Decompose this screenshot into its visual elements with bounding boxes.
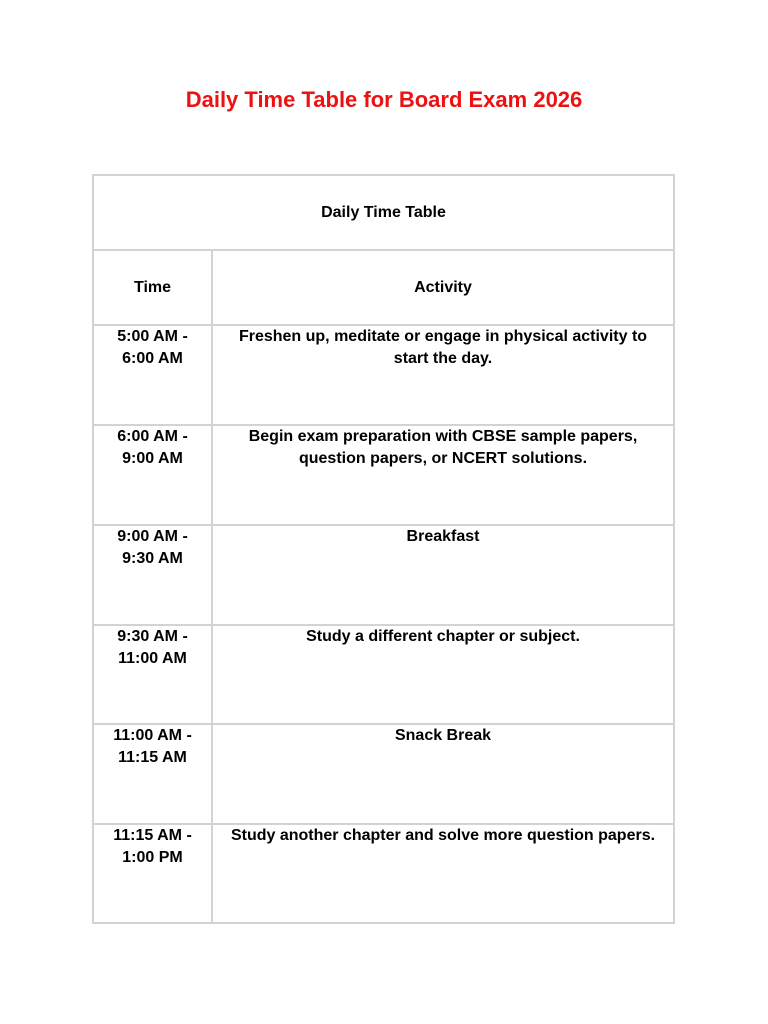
table-row — [93, 824, 674, 923]
table-caption: Daily Time Table — [93, 175, 674, 250]
table-row — [93, 724, 674, 824]
time-cell: 5:00 AM - 6:00 AM — [93, 325, 212, 425]
activity-cell: Study another chapter and solve more question papers. — [212, 824, 674, 923]
table-header-row — [93, 250, 674, 325]
table-row — [93, 425, 674, 525]
activity-cell: Breakfast — [212, 525, 674, 625]
time-table — [92, 174, 675, 924]
table-row — [93, 525, 674, 625]
activity-cell: Begin exam preparation with CBSE sample papers, question papers, or NCERT solutions. — [212, 425, 674, 525]
activity-cell: Study a different chapter or subject. — [212, 625, 674, 724]
activity-cell: Snack Break — [212, 724, 674, 824]
time-cell: 6:00 AM - 9:00 AM — [93, 425, 212, 525]
table-caption-row — [93, 175, 674, 250]
table-row — [93, 625, 674, 724]
time-cell: 11:15 AM - 1:00 PM — [93, 824, 212, 923]
column-header-activity: Activity — [212, 250, 674, 325]
time-cell: 11:00 AM - 11:15 AM — [93, 724, 212, 824]
time-cell: 9:00 AM - 9:30 AM — [93, 525, 212, 625]
activity-cell: Freshen up, meditate or engage in physical activity to start the day. — [212, 325, 674, 425]
page-title: Daily Time Table for Board Exam 2026 — [185, 87, 583, 112]
table-row — [93, 325, 674, 425]
column-header-time: Time — [93, 250, 212, 325]
time-cell: 9:30 AM - 11:00 AM — [93, 625, 212, 724]
